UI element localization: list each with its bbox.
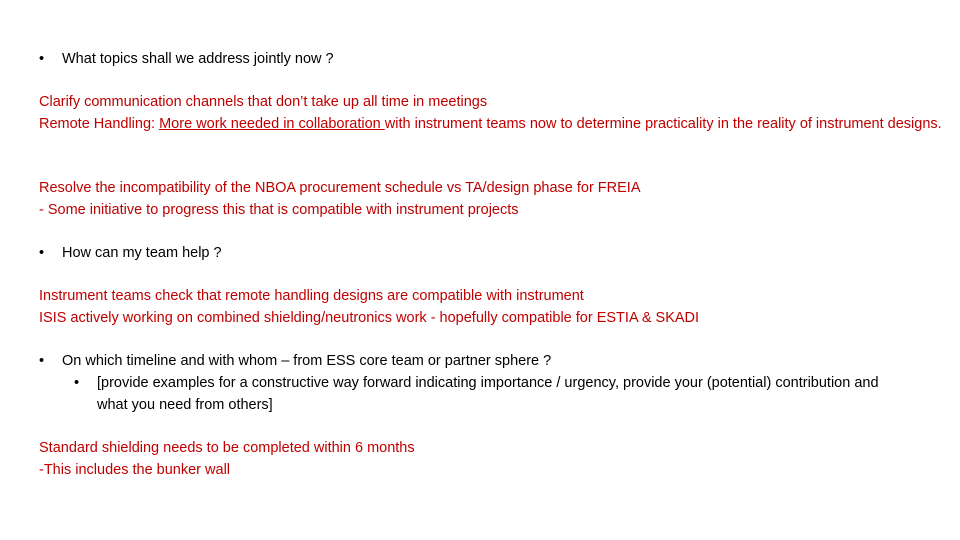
question-3-subtext: [provide examples for a constructive way forward indicating importance / urgency, provide your (potential) contribution and what you need from others] (97, 375, 879, 413)
question-2-text: How can my team help ? (62, 245, 222, 261)
bullet-icon: • (39, 245, 45, 261)
answer-3-line-1: Standard shielding needs to be completed within 6 months (39, 440, 415, 456)
remote-handling-underlined: More work needed in collaboration (159, 116, 385, 132)
question-1 (39, 48, 944, 70)
answer-1b (39, 177, 944, 221)
question-2 (39, 242, 944, 264)
answer-1-line-4: - Some initiative to progress this that is compatible with instrument projects (39, 202, 519, 218)
question-3 (39, 350, 944, 416)
answer-2 (39, 285, 944, 329)
answer-1-line-2 (39, 113, 944, 135)
bullet-icon: • (39, 353, 45, 369)
answer-2-line-2: ISIS actively working on combined shielding/neutronics work - hopefully compatible for ESTIA & SKADI (39, 310, 700, 326)
answer-1 (39, 91, 944, 135)
answer-2-line-1: Instrument teams check that remote handling designs are compatible with instrument (39, 288, 584, 304)
remote-handling-prefix: Remote Handling: (39, 116, 160, 132)
answer-1-line-3: Resolve the incompatibility of the NBOA procurement schedule vs TA/design phase for FREIA (39, 180, 641, 196)
answer-1-line-1: Clarify communication channels that don’t take up all time in meetings (39, 94, 488, 110)
bullet-icon: • (39, 51, 45, 67)
remote-handling-rest: with instrument teams now to determine practicality in the reality of instrument designs. (384, 116, 942, 132)
question-3-text: On which timeline and with whom – from ESS core team or partner sphere ? (62, 353, 552, 369)
answer-3 (39, 437, 944, 481)
question-1-text: What topics shall we address jointly now ? (62, 51, 334, 67)
sub-bullet-icon: • (74, 375, 80, 391)
answer-3-line-2: -This includes the bunker wall (39, 462, 231, 478)
